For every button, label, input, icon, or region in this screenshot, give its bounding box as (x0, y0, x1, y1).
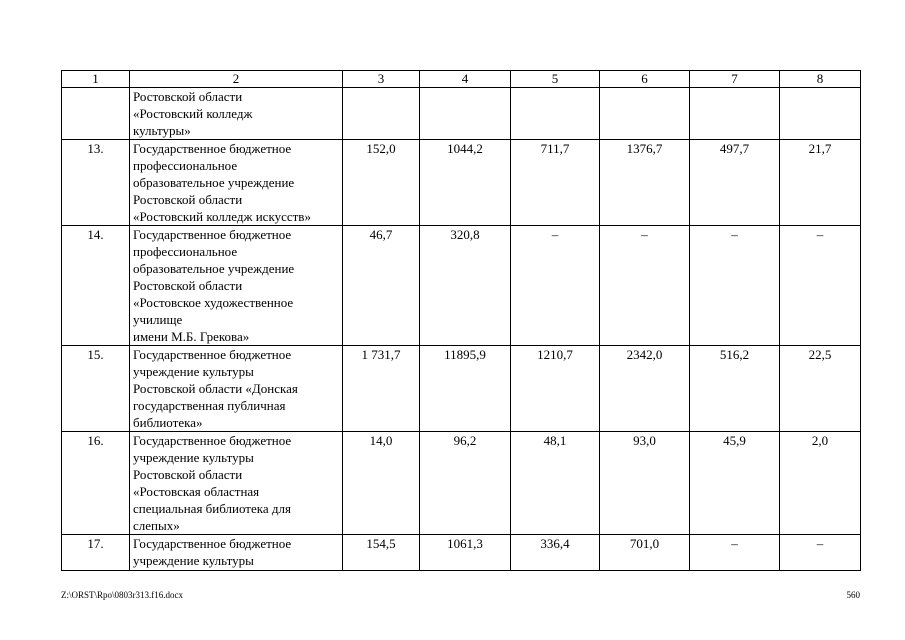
column-header: 7 (690, 71, 780, 88)
file-path: Z:\ORST\Rpo\0803r313.f16.docx (61, 590, 183, 600)
value-col-7: 497,7 (690, 140, 780, 226)
institution-name: Государственное бюджетное профессиональное образовательное учреждение Ростовской области «Ростовский колледж искусств» (130, 140, 343, 226)
value-col-5 (511, 88, 600, 140)
value-col-3: 1 731,7 (343, 346, 420, 432)
table-row (62, 88, 861, 140)
page-number: 560 (846, 590, 860, 600)
table-row (62, 140, 861, 226)
column-header: 4 (420, 71, 511, 88)
value-col-7: – (690, 226, 780, 346)
value-col-4 (420, 88, 511, 140)
value-col-6: 701,0 (600, 535, 690, 571)
value-col-5: 336,4 (511, 535, 600, 571)
value-col-7: 516,2 (690, 346, 780, 432)
row-number: 15. (62, 346, 130, 432)
budget-table (61, 70, 861, 571)
institution-name: Ростовской области «Ростовский колледж культуры» (130, 88, 343, 140)
value-col-5: 711,7 (511, 140, 600, 226)
column-number-row (62, 71, 861, 88)
value-col-3: 152,0 (343, 140, 420, 226)
value-col-5: 1210,7 (511, 346, 600, 432)
value-col-7: – (690, 535, 780, 571)
value-col-6: 2342,0 (600, 346, 690, 432)
row-number (62, 88, 130, 140)
institution-name: Государственное бюджетное учреждение культуры Ростовской области «Донская государственная публичная библиотека» (130, 346, 343, 432)
value-col-4: 1061,3 (420, 535, 511, 571)
value-col-4: 320,8 (420, 226, 511, 346)
value-col-8: 2,0 (780, 432, 861, 535)
column-header: 8 (780, 71, 861, 88)
row-number: 13. (62, 140, 130, 226)
value-col-3: 14,0 (343, 432, 420, 535)
value-col-5: – (511, 226, 600, 346)
value-col-5: 48,1 (511, 432, 600, 535)
value-col-8: 21,7 (780, 140, 861, 226)
institution-name: Государственное бюджетное профессиональное образовательное учреждение Ростовской области «Ростовское художественное училище имени М.Б. Грекова» (130, 226, 343, 346)
column-header: 6 (600, 71, 690, 88)
value-col-6: 1376,7 (600, 140, 690, 226)
row-number: 14. (62, 226, 130, 346)
column-header: 3 (343, 71, 420, 88)
institution-name: Государственное бюджетное учреждение культуры (130, 535, 343, 571)
table-body (62, 71, 861, 571)
value-col-8: – (780, 535, 861, 571)
value-col-4: 11895,9 (420, 346, 511, 432)
value-col-6 (600, 88, 690, 140)
column-header: 1 (62, 71, 130, 88)
table-row (62, 226, 861, 346)
value-col-8: – (780, 226, 861, 346)
column-header: 5 (511, 71, 600, 88)
value-col-3: 46,7 (343, 226, 420, 346)
column-header: 2 (130, 71, 343, 88)
table-row (62, 535, 861, 571)
row-number: 17. (62, 535, 130, 571)
row-number: 16. (62, 432, 130, 535)
value-col-4: 1044,2 (420, 140, 511, 226)
value-col-3: 154,5 (343, 535, 420, 571)
value-col-3 (343, 88, 420, 140)
institution-name: Государственное бюджетное учреждение культуры Ростовской области «Ростовская областная специальная библиотека для слепых» (130, 432, 343, 535)
value-col-4: 96,2 (420, 432, 511, 535)
value-col-7: 45,9 (690, 432, 780, 535)
table-row (62, 346, 861, 432)
value-col-7 (690, 88, 780, 140)
value-col-6: – (600, 226, 690, 346)
table-row (62, 432, 861, 535)
value-col-6: 93,0 (600, 432, 690, 535)
value-col-8: 22,5 (780, 346, 861, 432)
value-col-8 (780, 88, 861, 140)
